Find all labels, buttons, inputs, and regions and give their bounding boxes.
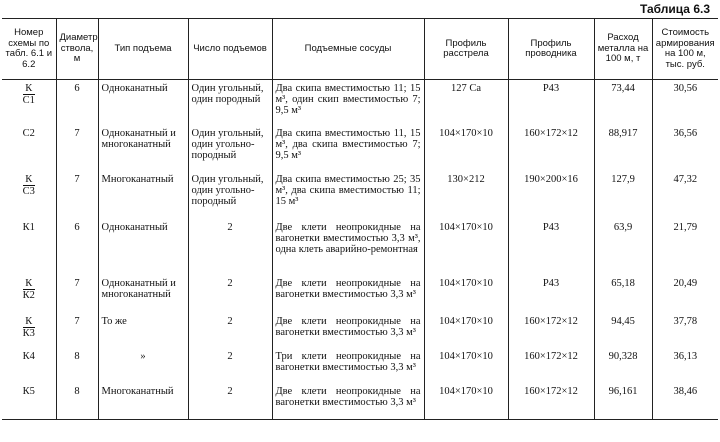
brace-cell: 104×170×10	[424, 313, 508, 348]
guide-cell: Р43	[508, 80, 594, 125]
diameter-cell: 6	[56, 219, 98, 275]
cost-cell: 30,56	[652, 80, 718, 125]
cost-cell: 36,13	[652, 348, 718, 383]
vessels-cell: Две клети неопрокидные на вагонетки вместимостью 3,3 м³, одна клеть аварийно-ремонтная	[272, 219, 424, 275]
vessels-cell: Два скипа вместимостью 25; 35 м³, два скипа вместимостью 11; 15 м³	[272, 171, 424, 219]
brace-cell: 104×170×10	[424, 348, 508, 383]
scheme-cell	[2, 171, 56, 219]
header-type: Тип подъема	[98, 19, 188, 80]
count-cell: Один угольный, один угольно-породный	[188, 125, 272, 171]
metal-cell: 90,328	[594, 348, 652, 383]
diameter-cell: 8	[56, 383, 98, 420]
count-cell: 2	[188, 313, 272, 348]
scheme-numerator: К	[23, 174, 35, 186]
cost-cell: 36,56	[652, 125, 718, 171]
metal-cell: 73,44	[594, 80, 652, 125]
vessels-cell: Две клети неопрокидные на вагонетки вместимостью 3,3 м³	[272, 275, 424, 313]
type-cell: Многоканатный	[98, 171, 188, 219]
scheme-cell	[2, 80, 56, 125]
type-cell: Одноканатный	[98, 219, 188, 275]
type-cell: Одноканатный	[98, 80, 188, 125]
count-cell: 2	[188, 383, 272, 420]
diameter-cell: 7	[56, 313, 98, 348]
header-vessels: Подъемные сосуды	[272, 19, 424, 80]
table-row	[2, 313, 718, 348]
vessels-cell: Два скипа вместимостью 11, 15 м³, два скипа вместимостью 7; 9,5 м³	[272, 125, 424, 171]
header-guide: Профиль проводника	[508, 19, 594, 80]
diameter-cell: 7	[56, 275, 98, 313]
metal-cell: 65,18	[594, 275, 652, 313]
count-cell: Один угольный, один породный	[188, 80, 272, 125]
scheme-denominator: С3	[22, 185, 35, 197]
count-cell: 2	[188, 348, 272, 383]
cost-cell: 21,79	[652, 219, 718, 275]
metal-cell: 127,9	[594, 171, 652, 219]
table-row	[2, 219, 718, 275]
count-cell: Один угольный, один угольно-породный	[188, 171, 272, 219]
scheme-fraction	[23, 83, 35, 106]
table-row	[2, 348, 718, 383]
metal-cell: 88,917	[594, 125, 652, 171]
brace-cell: 104×170×10	[424, 275, 508, 313]
brace-cell: 104×170×10	[424, 219, 508, 275]
table-row	[2, 383, 718, 420]
cost-cell: 37,78	[652, 313, 718, 348]
table-row	[2, 80, 718, 125]
guide-cell: 160×172×12	[508, 313, 594, 348]
cost-cell: 47,32	[652, 171, 718, 219]
hoisting-table	[2, 18, 718, 420]
scheme-cell	[2, 313, 56, 348]
scheme-fraction	[23, 174, 35, 197]
scheme-cell: К5	[2, 383, 56, 420]
guide-cell: Р43	[508, 219, 594, 275]
cost-cell: 20,49	[652, 275, 718, 313]
scheme-numerator: К	[23, 316, 35, 328]
brace-cell: 127 Са	[424, 80, 508, 125]
scheme-numerator: К	[23, 278, 35, 290]
guide-cell: Р43	[508, 275, 594, 313]
header-metal: Расход металла на 100 м, т	[594, 19, 652, 80]
type-cell: Многоканатный	[98, 383, 188, 420]
type-cell: »	[98, 348, 188, 383]
vessels-cell: Две клети неопрокидные на вагонетки вместимостью 3,3 м³	[272, 383, 424, 420]
guide-cell: 160×172×12	[508, 383, 594, 420]
scheme-cell	[2, 275, 56, 313]
scheme-denominator: К3	[22, 327, 35, 339]
cost-cell: 38,46	[652, 383, 718, 420]
scheme-denominator: С1	[22, 95, 35, 106]
diameter-cell: 7	[56, 125, 98, 171]
scheme-fraction	[23, 316, 35, 339]
diameter-cell: 7	[56, 171, 98, 219]
brace-cell: 104×170×10	[424, 383, 508, 420]
header-cost: Стоимость армирования на 100 м, тыс. руб.	[652, 19, 718, 80]
type-cell: То же	[98, 313, 188, 348]
metal-cell: 94,45	[594, 313, 652, 348]
count-cell: 2	[188, 275, 272, 313]
scheme-denominator: К2	[22, 289, 35, 301]
scheme-fraction	[23, 278, 35, 301]
brace-cell: 104×170×10	[424, 125, 508, 171]
count-cell: 2	[188, 219, 272, 275]
vessels-cell: Два скипа вместимостью 11; 15 м³, один скип вместимостью 7; 9,5 м³	[272, 80, 424, 125]
table-caption: Таблица 6.3	[639, 2, 710, 16]
header-count: Число подъемов	[188, 19, 272, 80]
scheme-cell: С2	[2, 125, 56, 171]
diameter-cell: 8	[56, 348, 98, 383]
scheme-numerator: К	[23, 83, 35, 95]
table-row	[2, 275, 718, 313]
guide-cell: 160×172×12	[508, 125, 594, 171]
brace-cell: 130×212	[424, 171, 508, 219]
metal-cell: 63,9	[594, 219, 652, 275]
vessels-cell: Две клети неопрокидные на вагонетки вместимостью 3,3 м³	[272, 313, 424, 348]
guide-cell: 190×200×16	[508, 171, 594, 219]
table-row	[2, 125, 718, 171]
table-row	[2, 171, 718, 219]
header-row	[2, 19, 718, 80]
type-cell: Одноканатный и многоканатный	[98, 125, 188, 171]
type-cell: Одноканатный и многоканатный	[98, 275, 188, 313]
guide-cell: 160×172×12	[508, 348, 594, 383]
header-diameter: Диаметр ствола, м	[56, 19, 98, 80]
header-brace: Профиль расстрела	[424, 19, 508, 80]
scheme-cell: К1	[2, 219, 56, 275]
diameter-cell: 6	[56, 80, 98, 125]
vessels-cell: Три клети неопрокидные на вагонетки вместимостью 3,3 м³	[272, 348, 424, 383]
metal-cell: 96,161	[594, 383, 652, 420]
header-scheme: Номер схемы по табл. 6.1 и 6.2	[2, 19, 56, 80]
scheme-cell: К4	[2, 348, 56, 383]
